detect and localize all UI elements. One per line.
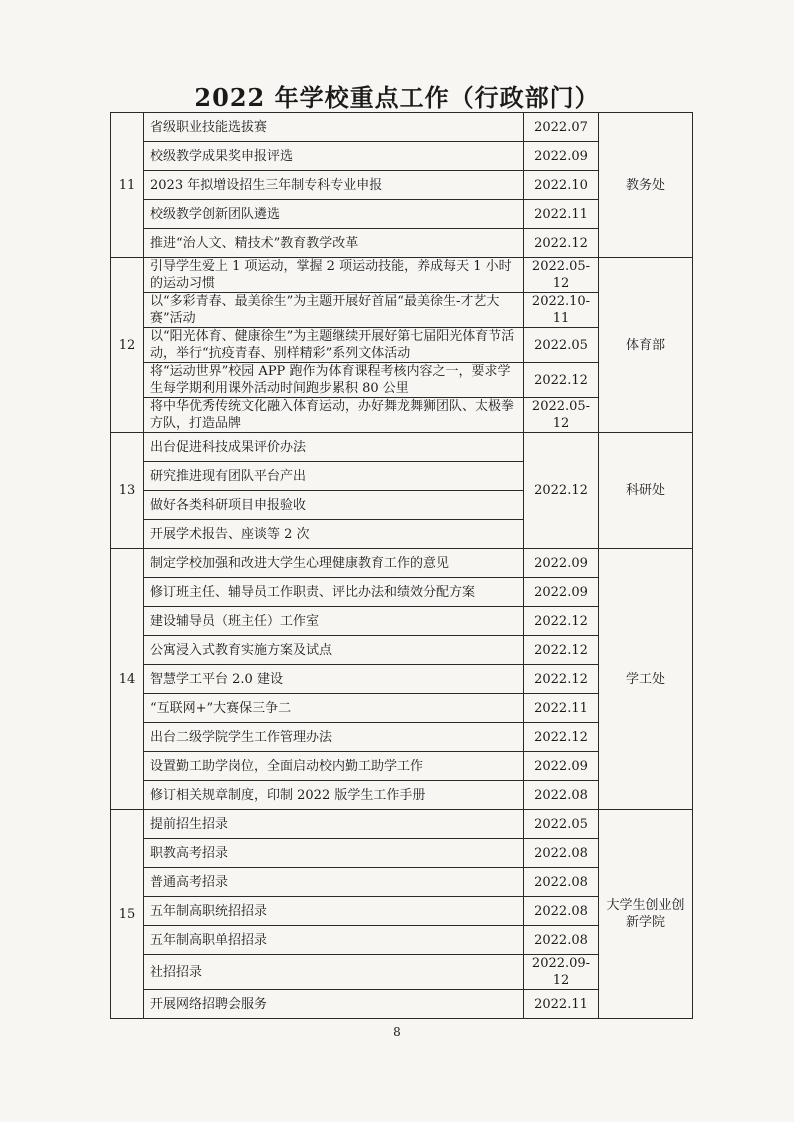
page-title: 2022 年学校重点工作（行政部门） [194,83,600,112]
task-cell: 将“运动世界”校园 APP 跑作为体育课程考核内容之一，要求学生每学期利用课外活动时间跑步累积 80 公里 [144,363,524,398]
date-cell: 2022.11 [524,990,599,1019]
date-cell: 2022.08 [524,868,599,897]
task-cell: 建设辅导员（班主任）工作室 [144,607,524,636]
date-cell: 2022.10-11 [524,293,599,328]
task-cell: 省级职业技能选拔赛 [144,113,524,142]
date-cell: 2022.05-12 [524,398,599,433]
task-cell: 职教高考招录 [144,839,524,868]
date-cell: 2022.09 [524,752,599,781]
task-cell: 推进“治人文、精技术”教育教学改革 [144,229,524,258]
item-number: 13 [111,433,144,549]
date-cell: 2022.08 [524,781,599,810]
task-cell: 引导学生爱上 1 项运动，掌握 2 项运动技能，养成每天 1 小时的运动习惯 [144,258,524,293]
date-cell: 2022.12 [524,363,599,398]
task-cell: 2023 年拟增设招生三年制专科专业申报 [144,171,524,200]
table-row [111,810,693,839]
date-cell: 2022.08 [524,839,599,868]
date-cell: 2022.12 [524,607,599,636]
task-cell: 设置勤工助学岗位，全面启动校内勤工助学工作 [144,752,524,781]
task-cell: “互联网+”大赛保三争二 [144,694,524,723]
task-cell: 修订相关规章制度，印制 2022 版学生工作手册 [144,781,524,810]
department-cell: 学工处 [599,549,693,810]
date-cell: 2022.05-12 [524,258,599,293]
page-number: 8 [393,1025,401,1039]
date-cell: 2022.12 [524,665,599,694]
table-row [111,433,693,462]
date-cell: 2022.12 [524,433,599,549]
task-cell: 社招招录 [144,955,524,990]
task-cell: 研究推进现有团队平台产出 [144,462,524,491]
task-cell: 以“多彩青春、最美徐生”为主题开展好首届“最美徐生-才艺大赛”活动 [144,293,524,328]
date-cell: 2022.09 [524,578,599,607]
date-cell: 2022.08 [524,926,599,955]
date-cell: 2022.09-12 [524,955,599,990]
task-cell: 将中华优秀传统文化融入体育运动，办好舞龙舞狮团队、太极拳方队，打造品牌 [144,398,524,433]
task-cell: 公寓浸入式教育实施方案及试点 [144,636,524,665]
task-cell: 做好各类科研项目申报验收 [144,491,524,520]
table-row [111,549,693,578]
date-cell: 2022.08 [524,897,599,926]
task-cell: 修订班主任、辅导员工作职责、评比办法和绩效分配方案 [144,578,524,607]
date-cell: 2022.05 [524,328,599,363]
department-cell: 教务处 [599,113,693,258]
table-row [111,258,693,293]
task-cell: 智慧学工平台 2.0 建设 [144,665,524,694]
task-cell: 开展网络招聘会服务 [144,990,524,1019]
item-number: 14 [111,549,144,810]
date-cell: 2022.12 [524,229,599,258]
task-cell: 提前招生招录 [144,810,524,839]
task-cell: 制定学校加强和改进大学生心理健康教育工作的意见 [144,549,524,578]
department-cell: 科研处 [599,433,693,549]
item-number: 11 [111,113,144,258]
task-cell: 校级教学成果奖申报评选 [144,142,524,171]
date-cell: 2022.10 [524,171,599,200]
task-cell: 开展学术报告、座谈等 2 次 [144,520,524,549]
date-cell: 2022.09 [524,142,599,171]
task-cell: 出台二级学院学生工作管理办法 [144,723,524,752]
table-row [111,113,693,142]
date-cell: 2022.07 [524,113,599,142]
task-cell: 普通高考招录 [144,868,524,897]
department-cell: 大学生创业创新学院 [599,810,693,1019]
date-cell: 2022.05 [524,810,599,839]
date-cell: 2022.12 [524,636,599,665]
date-cell: 2022.09 [524,549,599,578]
task-cell: 以“阳光体育、健康徐生”为主题继续开展好第七届阳光体育节活动，举行“抗疫青春、别样精彩”系列文体活动 [144,328,524,363]
date-cell: 2022.12 [524,723,599,752]
task-cell: 校级教学创新团队遴选 [144,200,524,229]
task-cell: 出台促进科技成果评价办法 [144,433,524,462]
date-cell: 2022.11 [524,694,599,723]
key-work-table [110,112,693,1019]
department-cell: 体育部 [599,258,693,433]
item-number: 15 [111,810,144,1019]
task-cell: 五年制高职单招招录 [144,926,524,955]
task-cell: 五年制高职统招招录 [144,897,524,926]
item-number: 12 [111,258,144,433]
date-cell: 2022.11 [524,200,599,229]
